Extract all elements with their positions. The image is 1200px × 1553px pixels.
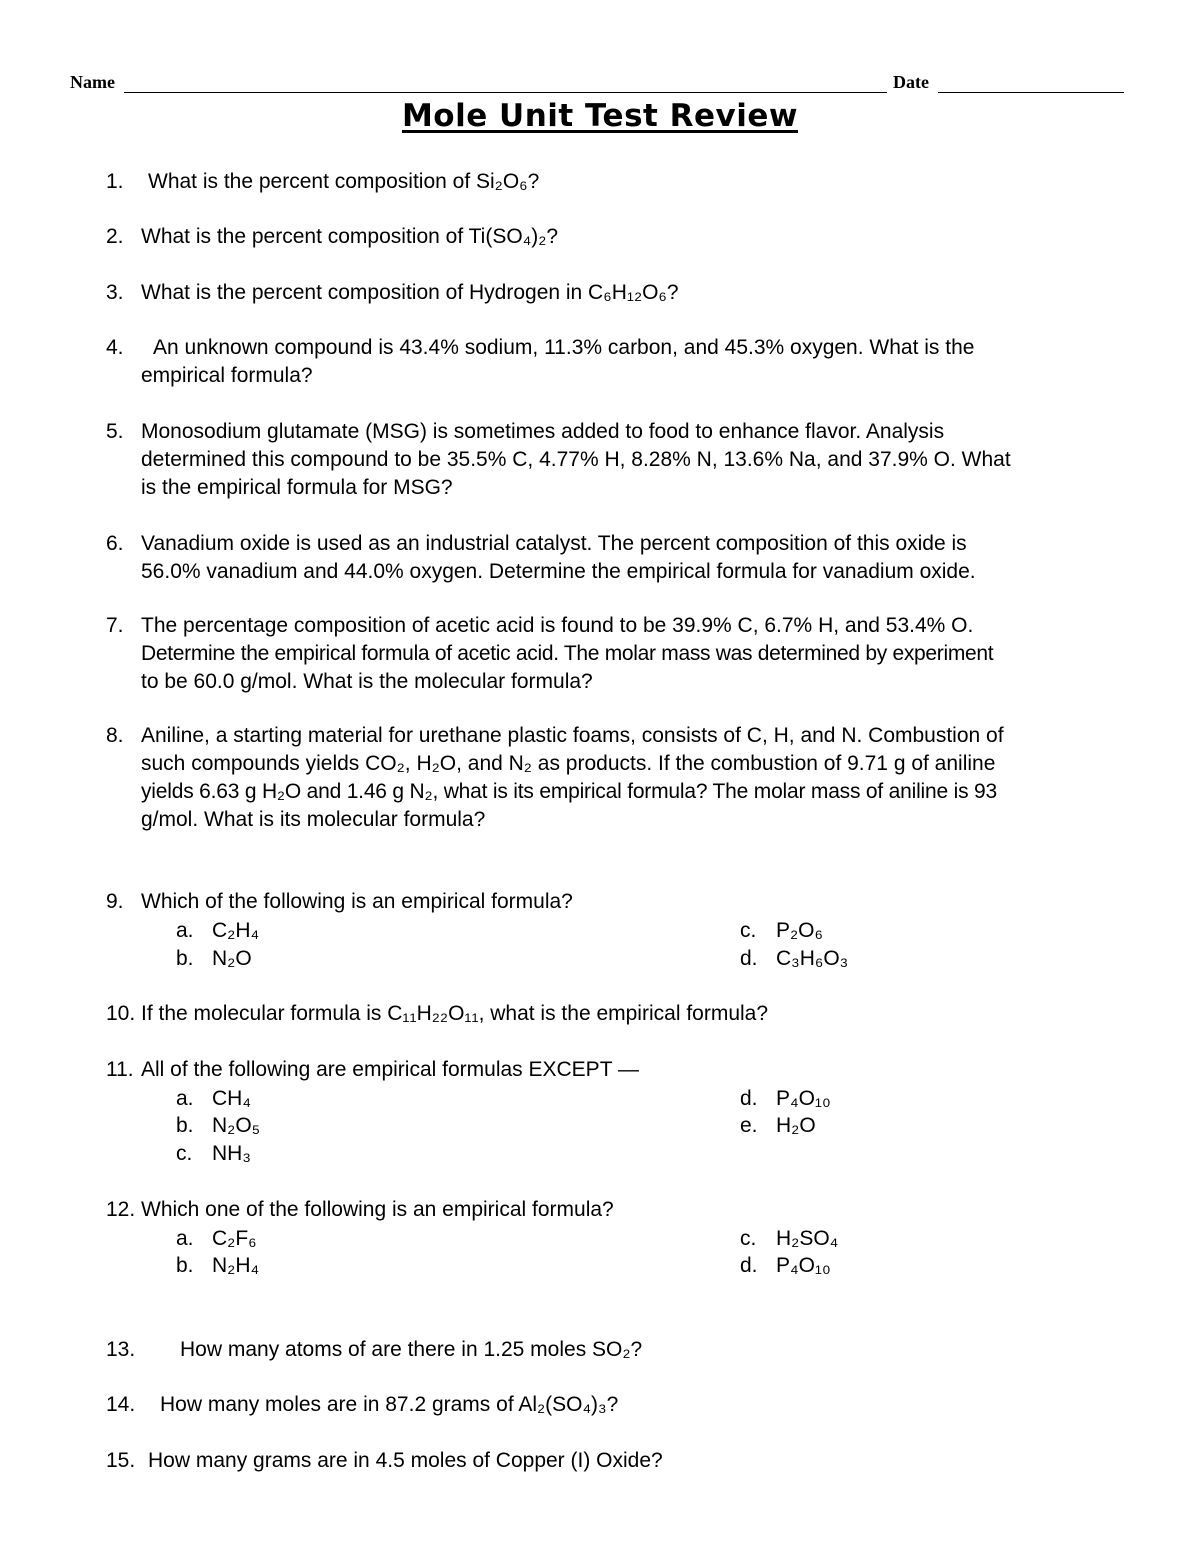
- question-number: 9.: [106, 890, 124, 913]
- option-formula: P₄O₁₀: [776, 1254, 831, 1277]
- option-letter: d.: [740, 947, 758, 970]
- option-letter: a.: [176, 1087, 194, 1110]
- question-text: If the molecular formula is C₁₁H₂₂O₁₁, what is the empirical formula?: [141, 1002, 769, 1025]
- header: [70, 72, 1130, 96]
- question-number: 10.: [106, 1002, 136, 1025]
- date-label: Date: [893, 72, 929, 92]
- question-number: 4.: [106, 336, 124, 359]
- option-formula: C₂H₄: [212, 919, 260, 942]
- question-number: 11.: [106, 1058, 134, 1081]
- question-text: 56.0% vanadium and 44.0% oxygen. Determine the empirical formula for vanadium oxide.: [141, 560, 976, 583]
- question-number: 3.: [106, 281, 124, 304]
- question-text: What is the percent composition of Si₂O₆?: [148, 170, 540, 193]
- question-number: 12.: [106, 1198, 136, 1221]
- option-letter: e.: [740, 1114, 758, 1137]
- question-text: The percentage composition of acetic acid is found to be 39.9% C, 6.7% H, and 53.4% O.: [141, 614, 974, 637]
- question-text: How many atoms of are there in 1.25 moles SO₂?: [180, 1338, 643, 1361]
- question-text: yields 6.63 g H₂O and 1.46 g N₂, what is its empirical formula? The molar mass of aniline is 93: [141, 780, 997, 803]
- page-title: Mole Unit Test Review: [401, 98, 799, 134]
- option-formula: CH₄: [212, 1087, 251, 1110]
- option-letter: d.: [740, 1254, 758, 1277]
- question-number: 1.: [106, 170, 124, 193]
- option-letter: a.: [176, 1227, 194, 1250]
- option-letter: b.: [176, 1254, 194, 1277]
- question-text: How many moles are in 87.2 grams of Al₂(SO₄)₃?: [160, 1393, 619, 1416]
- question-text: Which one of the following is an empirical formula?: [141, 1198, 614, 1221]
- question-number: 8.: [106, 724, 124, 747]
- question-number: 15.: [106, 1449, 136, 1472]
- question-text: to be 60.0 g/mol. What is the molecular formula?: [141, 670, 593, 693]
- question-number: 6.: [106, 532, 124, 555]
- question-text: Which of the following is an empirical formula?: [141, 890, 573, 913]
- option-letter: b.: [176, 947, 194, 970]
- question-text: Determine the empirical formula of acetic acid. The molar mass was determined by experiment: [141, 642, 994, 665]
- question-number: 14.: [106, 1393, 136, 1416]
- question-text: What is the percent composition of Hydrogen in C₆H₁₂O₆?: [141, 281, 679, 304]
- option-formula: C₃H₆O₃: [776, 947, 849, 970]
- option-formula: P₄O₁₀: [776, 1087, 831, 1110]
- option-formula: NH₃: [212, 1142, 251, 1165]
- question-text: All of the following are empirical formulas EXCEPT —: [141, 1058, 639, 1081]
- question-number: 2.: [106, 225, 124, 248]
- question-text: How many grams are in 4.5 moles of Copper (I) Oxide?: [148, 1449, 663, 1472]
- question-text: Monosodium glutamate (MSG) is sometimes added to food to enhance flavor. Analysis: [141, 420, 945, 443]
- question-text: Vanadium oxide is used as an industrial catalyst. The percent composition of this oxide is: [141, 532, 967, 555]
- question-text: g/mol. What is its molecular formula?: [141, 808, 486, 831]
- option-formula: N₂O₅: [212, 1114, 261, 1137]
- option-formula: N₂O: [212, 947, 252, 970]
- question-text: Aniline, a starting material for urethane plastic foams, consists of C, H, and N. Combustion of: [141, 724, 1004, 747]
- option-formula: P₂O₆: [776, 919, 823, 942]
- question-number: 5.: [106, 420, 124, 443]
- option-letter: b.: [176, 1114, 194, 1137]
- question-text: What is the percent composition of Ti(SO₄)₂?: [141, 225, 559, 248]
- option-letter: c.: [176, 1142, 193, 1165]
- option-formula: C₂F₆: [212, 1227, 257, 1250]
- question-number: 7.: [106, 614, 124, 637]
- question-text: determined this compound to be 35.5% C, 4.77% H, 8.28% N, 13.6% Na, and 37.9% O. What: [141, 448, 1011, 471]
- question-text: empirical formula?: [141, 364, 313, 387]
- name-label: Name: [70, 72, 115, 92]
- option-formula: H₂O: [776, 1114, 816, 1137]
- question-number: 13.: [106, 1338, 136, 1361]
- option-letter: a.: [176, 919, 194, 942]
- question-text: is the empirical formula for MSG?: [141, 476, 453, 499]
- option-formula: N₂H₄: [212, 1254, 260, 1277]
- name-blank-line: [124, 92, 887, 93]
- option-letter: c.: [740, 1227, 757, 1250]
- option-formula: H₂SO₄: [776, 1227, 839, 1250]
- option-letter: c.: [740, 919, 757, 942]
- question-text: such compounds yields CO₂, H₂O, and N₂ as products. If the combustion of 9.71 g of aniline: [141, 752, 996, 775]
- date-blank-line: [938, 92, 1124, 93]
- option-letter: d.: [740, 1087, 758, 1110]
- question-text: An unknown compound is 43.4% sodium, 11.3% carbon, and 45.3% oxygen. What is the: [153, 336, 975, 359]
